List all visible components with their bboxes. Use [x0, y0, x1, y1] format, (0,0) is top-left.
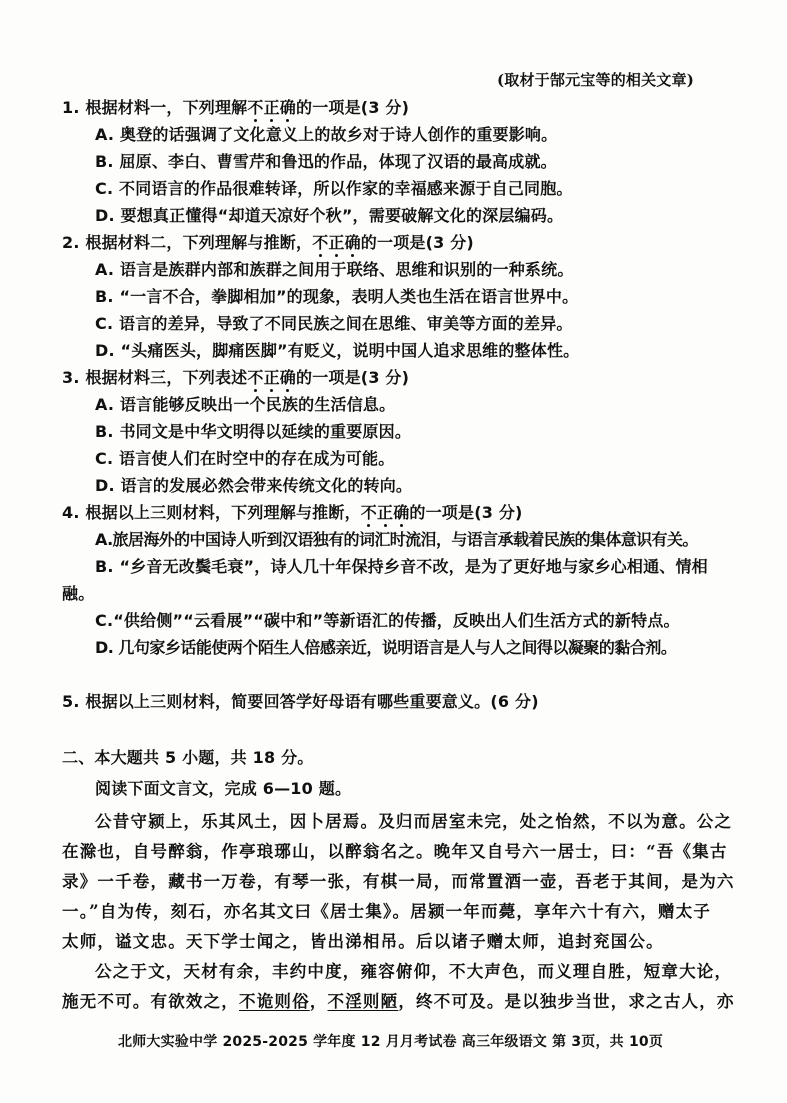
question-3-stem	[62, 368, 409, 388]
question-3-option-d: D. 语言的发展必然会带来传统文化的转向。	[95, 476, 413, 495]
question-stem-text: 的一项是(3 分)	[296, 98, 410, 117]
emphasis-char: 正	[263, 98, 280, 117]
question-4-option-b-continued: 融。	[62, 584, 95, 603]
question-3-option-c: C. 语言使人们在时空中的存在成为可能。	[95, 449, 395, 468]
emphasis-char: 不	[247, 98, 264, 117]
question-2-option-a: A. 语言是族群内部和族群之间用于联络、思维和识别的一种系统。	[95, 260, 574, 279]
question-1-option-c: C. 不同语言的作品很难转译，所以作家的幸福感来源于自己同胞。	[95, 179, 573, 198]
emphasis-char: 确	[344, 233, 361, 252]
question-5: 5. 根据以上三则材料，简要回答学好母语有哪些重要意义。(6 分)	[62, 692, 539, 711]
emphasis-char: 不	[312, 233, 329, 252]
passage-line: 公昔守颍上，乐其风土，因卜居焉。及归而居室未完，处之怡然，不以为意。公之	[95, 812, 733, 831]
question-3-option-b: B. 书同文是中华文明得以延续的重要原因。	[95, 422, 412, 441]
page-footer: 北师大实验中学 2025-2025 学年度 12 月月考试卷 高三年级语文 第 3页，共 10页	[118, 1034, 664, 1050]
emphasis-char: 确	[279, 98, 296, 117]
question-stem-text: 4. 根据以上三则材料，下列理解与推断，	[62, 503, 361, 522]
question-2-option-b: B. “一言不合，拳脚相加”的现象，表明人类也生活在语言世界中。	[95, 287, 579, 306]
emphasis-char: 不	[360, 503, 377, 522]
emphasis-char: 不	[247, 368, 264, 387]
passage-line: 录》一千卷，藏书一万卷，有琴一张，有棋一局，而常置酒一壶，吾老于其间，是为六	[62, 872, 735, 891]
question-stem-text: 1. 根据材料一，下列理解	[62, 98, 248, 117]
question-stem-text: 的一项是(3 分)	[409, 503, 523, 522]
section-2-title: 二、本大题共 5 小题，共 18 分。	[62, 748, 314, 767]
question-4-option-d: D. 几句家乡话能使两个陌生人倍感亲近，说明语言是人与人之间得以凝聚的黏合剂。	[95, 638, 677, 657]
underlined-phrase: 不诡则俗	[239, 992, 310, 1011]
emphasis-char: 正	[328, 233, 345, 252]
question-stem-text: 的一项是(3 分)	[296, 368, 410, 387]
passage-line: 公之于文，天材有余，丰约中度，雍容俯仰，不大声色，而义理自胜，短章大论，	[95, 962, 733, 981]
question-4-option-c: C.“供给侧”“云看展”“碳中和”等新语汇的传播，反映出人们生活方式的新特点。	[95, 611, 680, 630]
question-4-stem	[62, 503, 523, 523]
question-1-option-b: B. 屈原、李白、曹雪芹和鲁迅的作品，体现了汉语的最高成就。	[95, 152, 557, 171]
question-3-option-a: A. 语言能够反映出一个民族的生活信息。	[95, 395, 396, 414]
question-2-stem	[62, 233, 474, 253]
underlined-phrase: 不淫则陋	[327, 992, 399, 1011]
passage-text: ，	[309, 992, 328, 1011]
question-4-option-b: B. “乡音无改鬓毛衰”，诗人几十年保持乡音不改，是为了更好地与家乡心相通、情相	[95, 557, 708, 576]
passage-line	[62, 992, 735, 1012]
question-4-option-a: A.旅居海外的中国诗人听到汉语独有的词汇时流泪，与语言承载着民族的集体意识有关。	[95, 530, 698, 549]
question-2-option-d: D. “头痛医头，脚痛医脚”有贬义，说明中国人追求思维的整体性。	[95, 341, 580, 360]
passage-text: 施无不可。有欲效之，	[62, 992, 239, 1011]
passage-line: 太师，谥文忠。天下学士闻之，皆出涕相吊。后以诸子赠太师，追封兖国公。	[62, 932, 664, 951]
question-1-option-a: A. 奥登的话强调了文化意义上的故乡对于诗人创作的重要影响。	[95, 125, 558, 144]
emphasis-char: 正	[263, 368, 280, 387]
question-2-option-c: C. 语言的差异，导致了不同民族之间在思维、审美等方面的差异。	[95, 314, 573, 333]
passage-text: ，终不可及。是以独步当世，求之古人，亦	[398, 992, 735, 1011]
question-stem-text: 的一项是(3 分)	[360, 233, 474, 252]
question-1-option-d: D. 要想真正懂得“却道天凉好个秋”，需要破解文化的深层编码。	[95, 206, 564, 225]
emphasis-char: 确	[279, 368, 296, 387]
emphasis-char: 正	[377, 503, 394, 522]
source-note: (取材于郜元宝等的相关文章)	[497, 71, 694, 89]
passage-line: 一。”自为传，刻石，亦名其文曰《居士集》。居颍一年而薨，享年六十有六，赠太子	[62, 902, 712, 921]
emphasis-char: 确	[393, 503, 410, 522]
question-stem-text: 2. 根据材料二，下列理解与推断，	[62, 233, 313, 252]
question-1-stem	[62, 98, 409, 118]
question-stem-text: 3. 根据材料三，下列表述	[62, 368, 248, 387]
section-2-instruction: 阅读下面文言文，完成 6—10 题。	[95, 779, 352, 798]
passage-line: 在滁也，自号醉翁，作亭琅琊山，以醉翁名之。晚年又自号六一居士，曰：“吾《集古	[62, 842, 728, 861]
